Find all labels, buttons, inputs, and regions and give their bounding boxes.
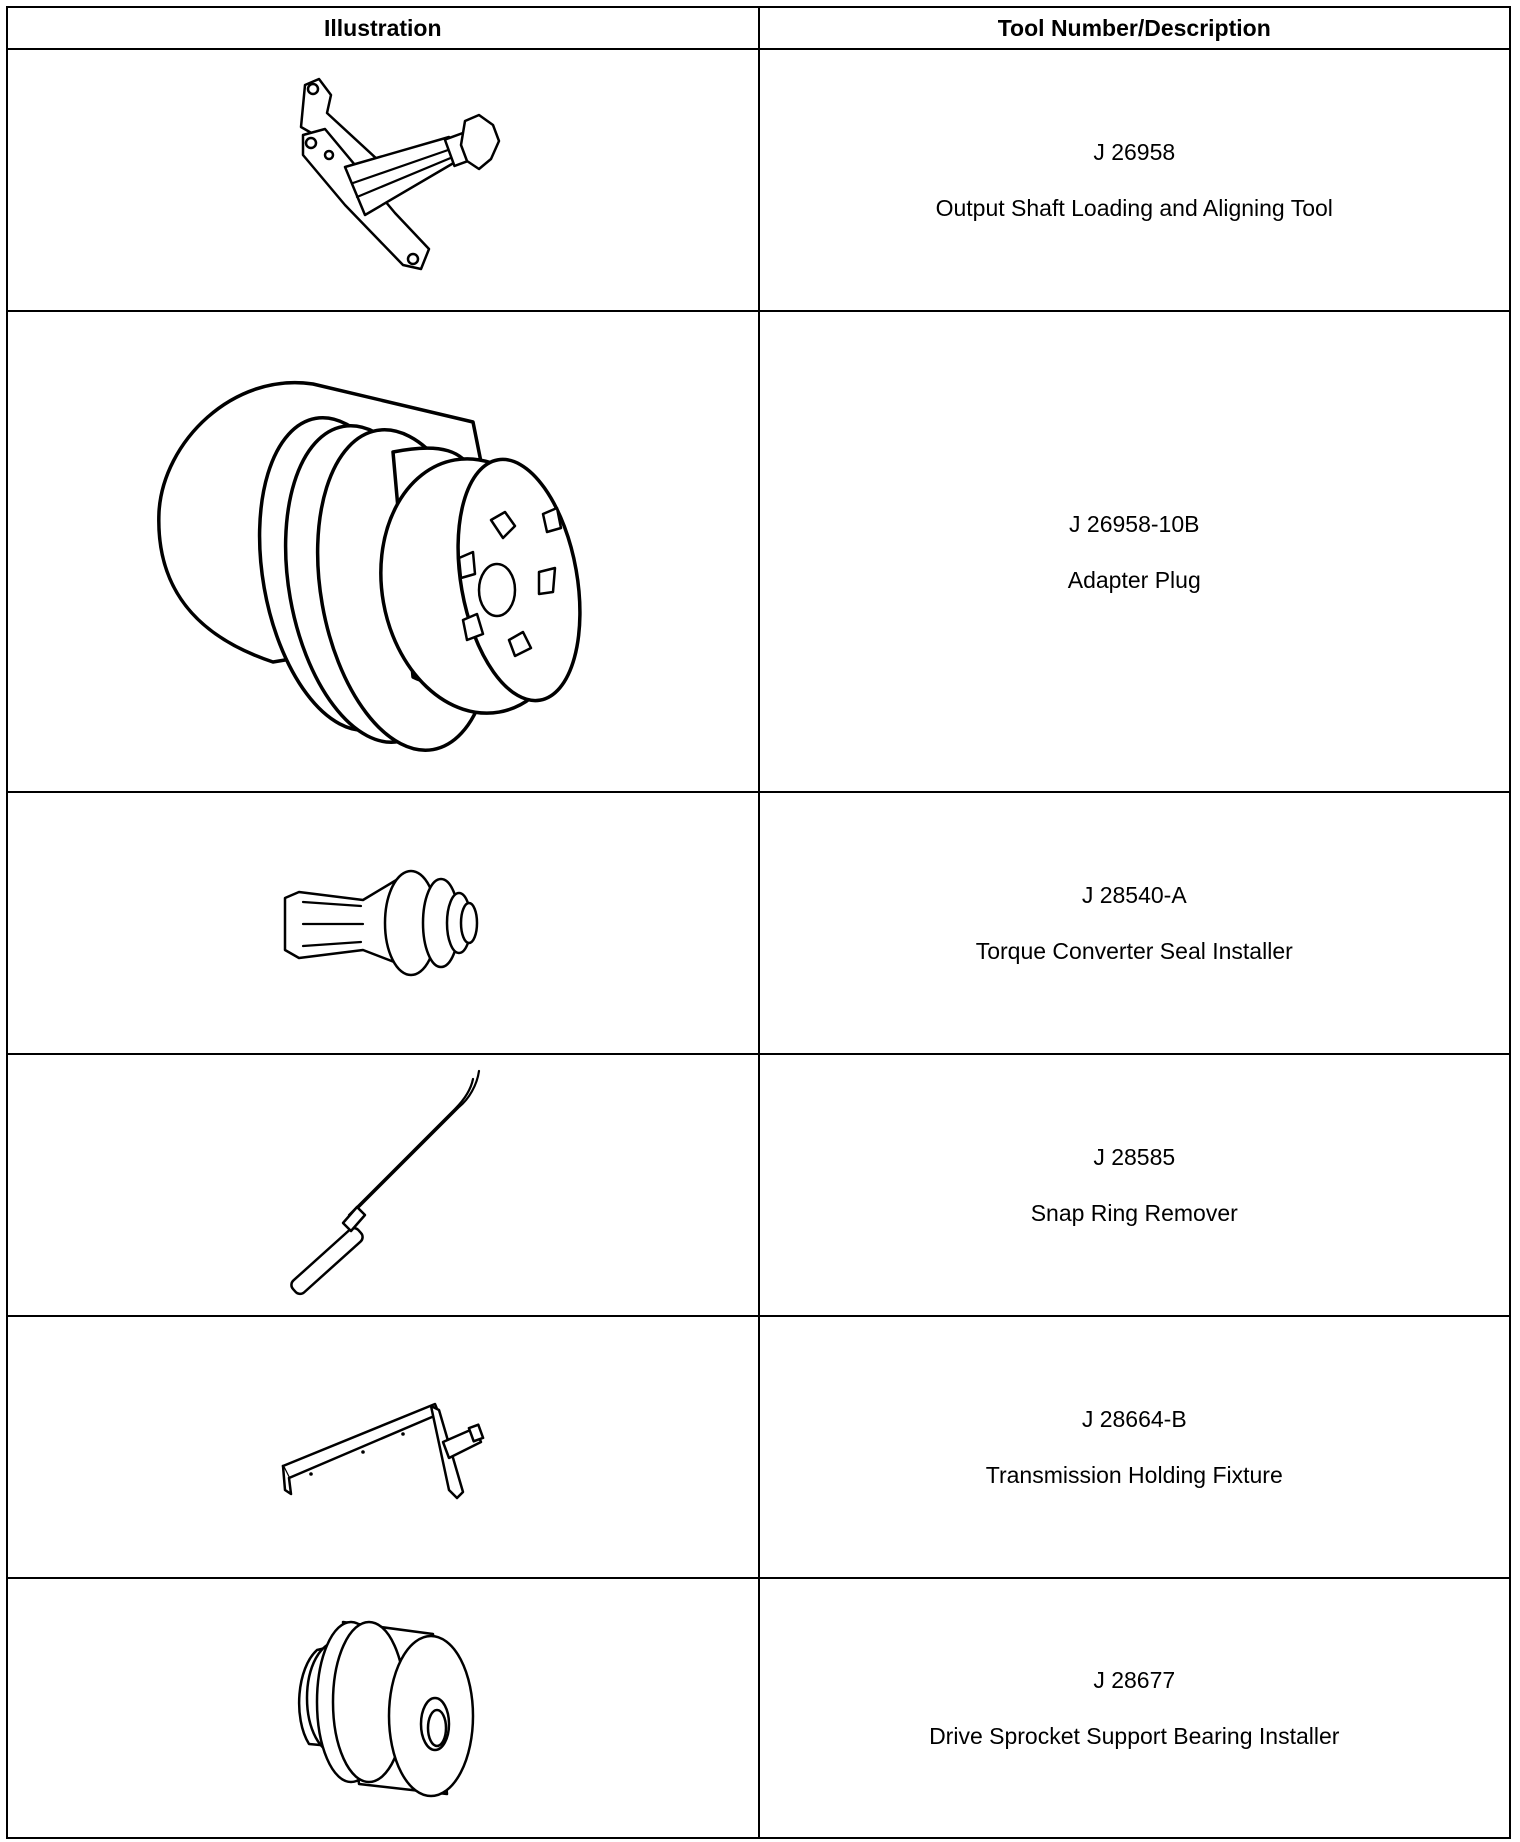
table-row bbox=[7, 1054, 1510, 1316]
illustration-cell bbox=[7, 49, 759, 311]
tool-number: J 28540-A bbox=[1081, 882, 1187, 908]
illustration-cell bbox=[7, 792, 759, 1054]
tool-number: J 28664-B bbox=[1081, 1406, 1187, 1432]
header-illustration: Illustration bbox=[7, 7, 759, 49]
tool-description: Transmission Holding Fixture bbox=[985, 1462, 1283, 1488]
tool-description: Output Shaft Loading and Aligning Tool bbox=[935, 195, 1333, 221]
tool-description: Adapter Plug bbox=[1067, 566, 1201, 593]
bearing-installer-icon bbox=[273, 1598, 493, 1818]
description-cell bbox=[759, 49, 1511, 311]
tool-description: Torque Converter Seal Installer bbox=[975, 938, 1293, 964]
table-row bbox=[7, 1316, 1510, 1578]
seal-installer-icon bbox=[263, 858, 503, 988]
adapter-plug-icon bbox=[143, 342, 623, 762]
snap-ring-remover-icon bbox=[263, 1065, 503, 1305]
tool-number: J 28585 bbox=[1093, 1144, 1176, 1170]
header-tool-description: Tool Number/Description bbox=[759, 7, 1511, 49]
header-row bbox=[7, 7, 1510, 49]
illustration-cell bbox=[7, 311, 759, 792]
table-row bbox=[7, 49, 1510, 311]
description-cell bbox=[759, 1054, 1511, 1316]
tool-number: J 26958-10B bbox=[1069, 510, 1200, 537]
description-cell bbox=[759, 1578, 1511, 1838]
tools-table bbox=[6, 6, 1511, 1839]
tool-number: J 28677 bbox=[1093, 1667, 1176, 1693]
table-row bbox=[7, 792, 1510, 1054]
description-cell bbox=[759, 1316, 1511, 1578]
illustration-cell bbox=[7, 1578, 759, 1838]
description-cell bbox=[759, 311, 1511, 792]
illustration-cell bbox=[7, 1054, 759, 1316]
tool-description: Drive Sprocket Support Bearing Installer bbox=[929, 1723, 1340, 1749]
description-cell bbox=[759, 792, 1511, 1054]
tool-number: J 26958 bbox=[1093, 139, 1176, 165]
output-shaft-aligning-tool-icon bbox=[253, 65, 513, 295]
illustration-cell bbox=[7, 1316, 759, 1578]
tool-description: Snap Ring Remover bbox=[1030, 1200, 1238, 1226]
holding-fixture-icon bbox=[263, 1382, 503, 1512]
table-row bbox=[7, 1578, 1510, 1838]
table-row bbox=[7, 311, 1510, 792]
